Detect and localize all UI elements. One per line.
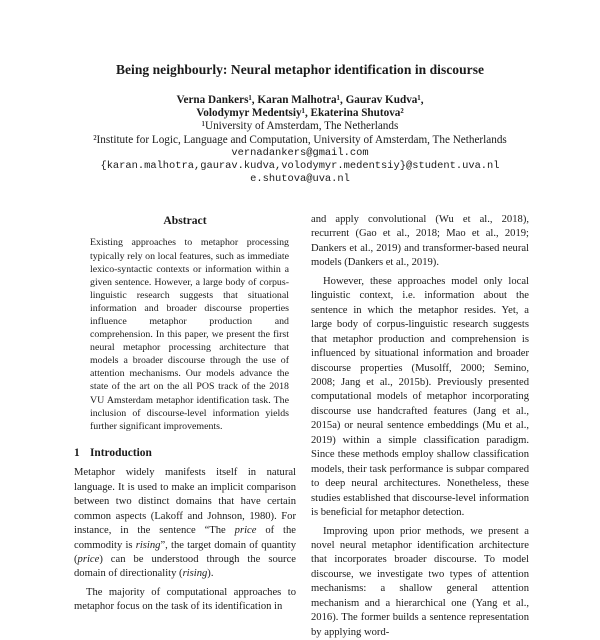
author-names-line-1: Verna Dankers¹, Karan Malhotra¹, Gaurav Kudva¹, [176,94,424,106]
right-paragraph-1: and apply convolutional (Wu et al., 2018), recurrent (Gao et al., 2018; Mao et al., 2019; Dankers et al., 2019) and transformer-based neural models (Dankers et al., 2019). [311,214,529,269]
author-block [0,94,600,186]
intro-paragraph-1: Metaphor widely manifests itself in natural language. It is used to make an implicit comparison between two distinct domains that have certain common aspects (Lakoff and Johnson, 1980). For instance, in the sentence “The price of the commodity is rising”, the target domain of quantity (price) can be understood through the source domain of directionality (rising). [74,467,297,580]
section-heading-introduction [74,446,296,460]
affiliation-2: ²Institute for Logic, Language and Computation, University of Amsterdam, The Netherlands [93,133,507,146]
email-3: e.shutova@uva.nl [250,173,350,186]
right-column [311,213,529,640]
right-paragraph-2: However, these approaches model only local linguistic context, i.e. information about the sentence in which the metaphor resides. Yet, a large body of corpus-linguistic research suggests that metaphor production and comprehension is influenced by situational information and broader discourse properties (Musolff, 2000; Semino, 2008; Jang et al., 2015b). Previously presented computational models of metaphor incorporating discourse use handcrafted features (Jang et al., 2015a) or neural sentence embeddings (Mu et al., 2019) within a simple classification paradigm. Since these methods employ shallow classification models, their task performance is subpar compared to deep neural architectures. Nonetheless, these studies established that discourse-level information is beneficial for metaphor detection. [311,275,529,519]
author-names-line-2: Volodymyr Medentsiy¹, Ekaterina Shutova² [196,107,404,120]
right-paragraph-3: Improving upon prior methods, we present a novel neural metaphor identification architecture that incorporates broader discourse. To model discourse, we investigate two types of attention mechanisms: a shallow general attention mechanism and a hierarchical one (Yang et al., 2016). The former builds a sentence representation by applying word- [311,525,529,638]
intro-paragraph-2: The majority of computational approaches to metaphor focus on the task of its identification in [74,586,296,613]
abstract-text: Existing approaches to metaphor processing typically rely on local features, such as immediate lexico-syntactic contexts or information within a given sentence. However, a large body of corpus-linguistic research suggests that situational information and broader discourse properties influence metaphor production and comprehension. In this paper, we present the first neural metaphor processing architecture that models a broader discourse through the use of attention mechanisms. Our models advance the state of the art on the all POS track of the 2018 VU Amsterdam metaphor identification task. The inclusion of discourse-level information yields further significant improvements. [90,237,289,432]
email-1: vernadankers@gmail.com [231,146,369,159]
section-title: Introduction [90,446,152,459]
paper-title: Being neighbourly: Neural metaphor identification in discourse [115,62,485,77]
abstract-heading: Abstract [163,214,207,227]
left-column [74,214,296,615]
affiliation-1: ¹University of Amsterdam, The Netherlands [201,120,399,133]
section-number: 1 [74,446,80,459]
email-2: {karan.malhotra,gaurav.kudva,volodymyr.medentsiy}@student.uva.nl [100,160,500,173]
